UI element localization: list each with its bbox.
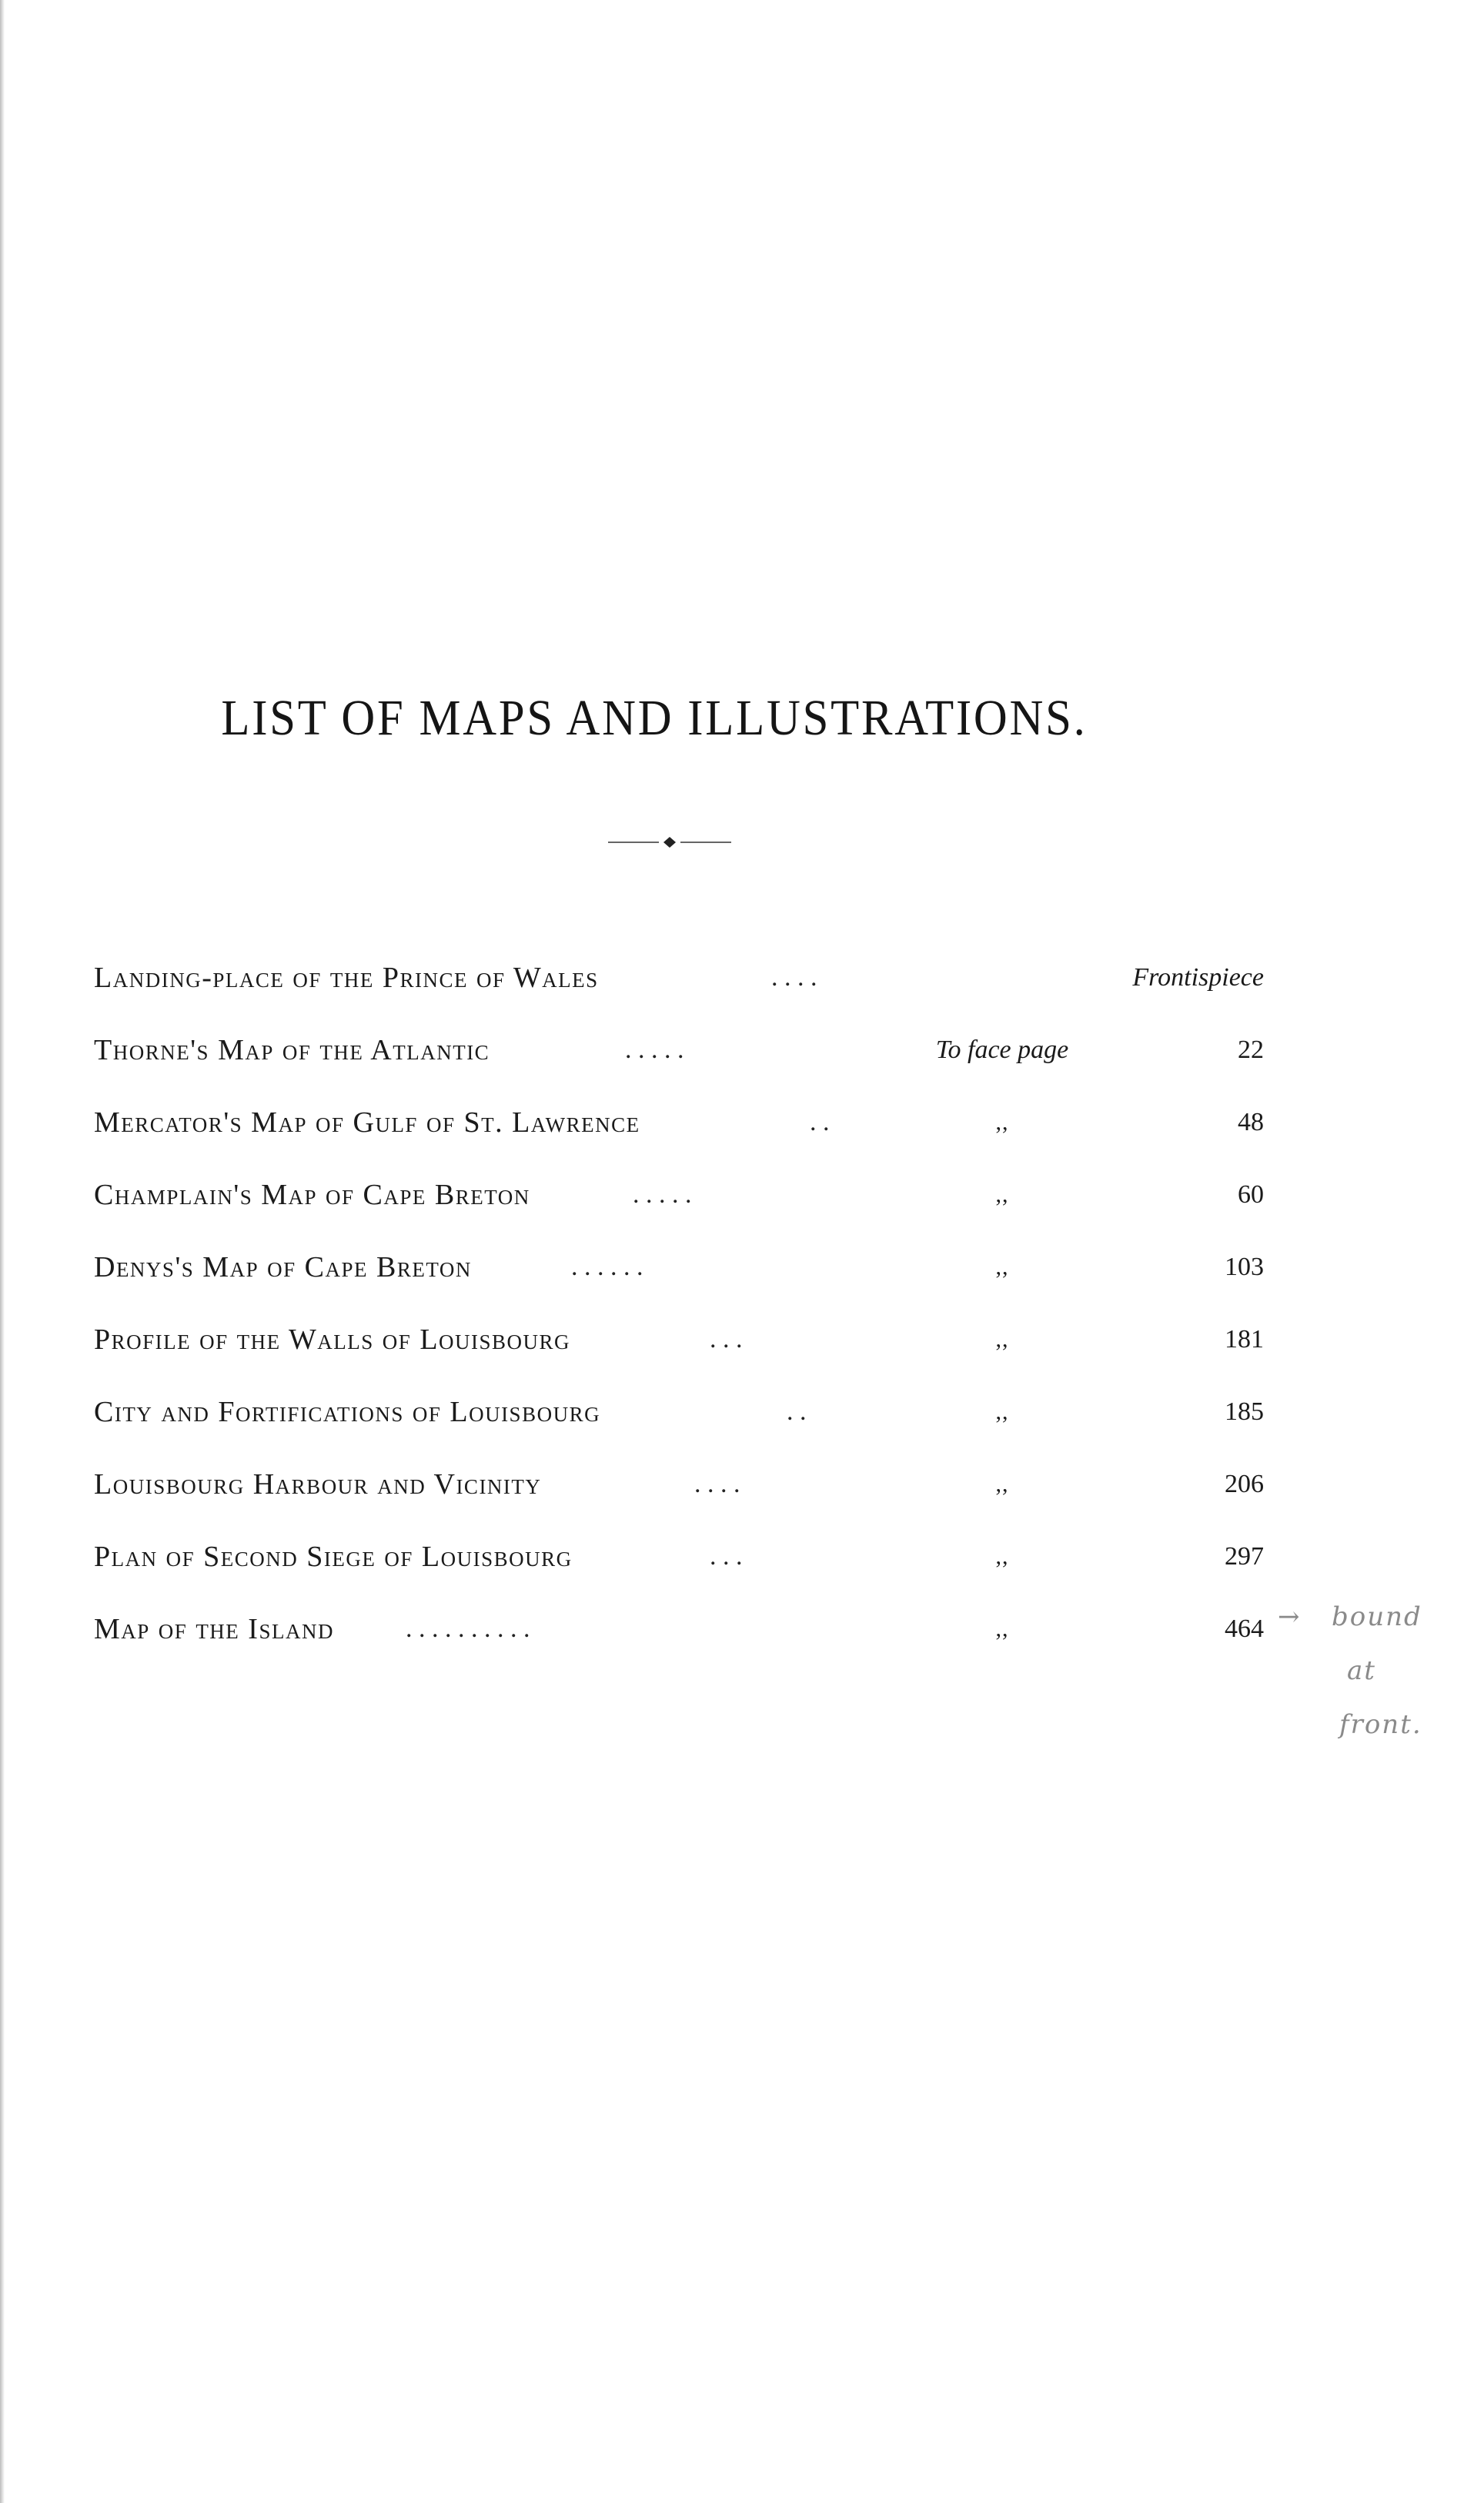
page-edge	[0, 0, 5, 2503]
list-item	[94, 1027, 1264, 1099]
entry-page: Frontispiece	[1132, 963, 1264, 992]
list-item	[94, 1244, 1264, 1317]
entry-page: 22	[1238, 1036, 1264, 1064]
dot-leader: . . . . . . . . . .	[406, 1615, 530, 1643]
title-ornament	[608, 833, 731, 852]
list-item	[94, 1317, 1264, 1389]
entry-title: Landing-place of the Prince of Wales	[94, 962, 599, 994]
list-item	[94, 1389, 1264, 1461]
handwritten-annotation	[1278, 1601, 1478, 1771]
annotation-line: bound	[1332, 1601, 1422, 1632]
dot-leader: . . .	[710, 1325, 743, 1354]
ditto-mark: ,,	[995, 1182, 1009, 1207]
list-item	[94, 1099, 1264, 1172]
entry-page: 297	[1225, 1542, 1264, 1571]
entry-title: Thorne's Map of the Atlantic	[94, 1034, 490, 1066]
list-item	[94, 1534, 1264, 1606]
dot-leader: . .	[810, 1108, 830, 1136]
entry-page: 206	[1225, 1470, 1264, 1498]
entry-title: Profile of the Walls of Louisbourg	[94, 1323, 571, 1356]
entry-title: Map of the Island	[94, 1613, 334, 1645]
annotation-arrow: →	[1278, 1601, 1302, 1632]
entry-title: Champlain's Map of Cape Breton	[94, 1179, 530, 1211]
dot-leader: . . . . .	[633, 1180, 692, 1209]
entry-page: 48	[1238, 1108, 1264, 1136]
entry-page: 464	[1225, 1615, 1264, 1643]
dot-leader: . . . .	[694, 1470, 740, 1498]
list-item	[94, 1172, 1264, 1244]
ditto-mark: ,,	[995, 1544, 1009, 1569]
dot-leader: . . . .	[771, 963, 817, 992]
dot-leader: . .	[787, 1397, 807, 1426]
table-of-illustrations	[94, 955, 1264, 1678]
ditto-mark: ,,	[995, 1471, 1009, 1497]
entry-page: 185	[1225, 1397, 1264, 1426]
entry-note: To face page	[935, 1036, 1069, 1064]
entry-title: Louisbourg Harbour and Vicinity	[94, 1468, 542, 1501]
entry-page: 60	[1238, 1180, 1264, 1209]
entry-title: Mercator's Map of Gulf of St. Lawrence	[94, 1106, 640, 1139]
entry-page: 103	[1225, 1253, 1264, 1281]
dot-leader: . . . . . .	[571, 1253, 643, 1281]
entry-title: City and Fortifications of Louisbourg	[94, 1396, 601, 1428]
page-title: LIST OF MAPS AND ILLUSTRATIONS.	[221, 690, 1088, 746]
dot-leader: . . . . .	[625, 1036, 684, 1064]
annotation-line: front.	[1339, 1709, 1422, 1740]
list-item	[94, 1606, 1264, 1678]
ditto-mark: ,,	[995, 1327, 1009, 1352]
entry-title: Plan of Second Siege of Louisbourg	[94, 1541, 573, 1573]
ditto-mark: ,,	[995, 1399, 1009, 1424]
entry-title: Denys's Map of Cape Breton	[94, 1251, 472, 1283]
list-item	[94, 1461, 1264, 1534]
annotation-line: at	[1347, 1655, 1376, 1686]
list-item	[94, 955, 1264, 1027]
ditto-mark: ,,	[995, 1254, 1009, 1280]
ditto-mark: ,,	[995, 1109, 1009, 1135]
dot-leader: . . .	[710, 1542, 743, 1571]
ditto-mark: ,,	[995, 1616, 1009, 1641]
entry-page: 181	[1225, 1325, 1264, 1354]
